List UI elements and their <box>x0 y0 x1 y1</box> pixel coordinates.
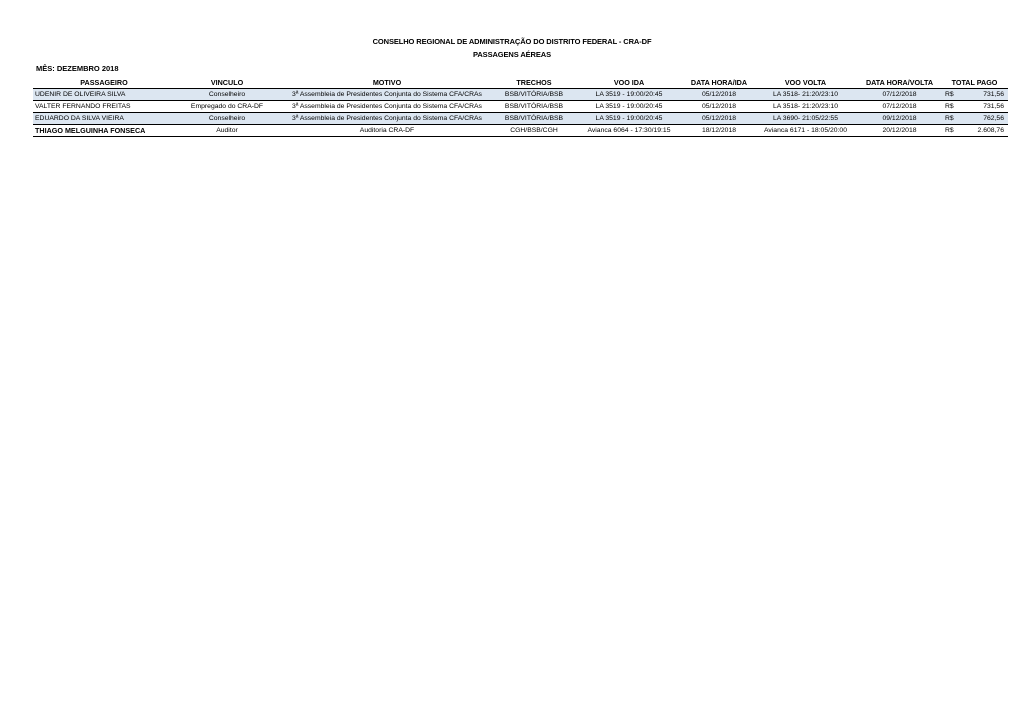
cell-data-volta: 09/12/2018 <box>858 113 941 125</box>
cell-passageiro: EDUARDO DA SILVA VIEIRA <box>33 113 175 125</box>
currency-symbol: R$ <box>945 103 954 110</box>
header-data-hora-ida: DATA HORA/IDA <box>685 77 753 89</box>
table-row <box>33 89 1008 101</box>
cell-data-volta: 07/12/2018 <box>858 89 941 101</box>
month-label: MÊS: DEZEMBRO 2018 <box>36 64 119 73</box>
cell-vinculo: Conselheiro <box>175 113 279 125</box>
table-row <box>33 125 1008 137</box>
cell-data-volta: 07/12/2018 <box>858 101 941 113</box>
cell-motivo: 3ª Assembleia de Presidentes Conjunta do Sistema CFA/CRAs <box>279 113 495 125</box>
cell-data-ida: 05/12/2018 <box>685 89 753 101</box>
cell-data-volta: 20/12/2018 <box>858 125 941 137</box>
header-total-pago: TOTAL PAGO <box>941 77 1008 89</box>
cell-voo-ida: LA 3519 - 19:00/20:45 <box>573 101 685 113</box>
document-title: CONSELHO REGIONAL DE ADMINISTRAÇÃO DO DISTRITO FEDERAL - CRA-DF <box>372 37 652 46</box>
cell-voo-volta: Avianca 6171 - 18:05/20:00 <box>753 125 858 137</box>
cell-passageiro: VALTER FERNANDO FREITAS <box>33 101 175 113</box>
cell-vinculo: Empregado do CRA-DF <box>175 101 279 113</box>
cell-total-pago <box>941 101 1008 113</box>
currency-symbol: R$ <box>945 115 954 122</box>
cell-total-pago <box>941 125 1008 137</box>
cell-data-ida: 05/12/2018 <box>685 101 753 113</box>
header-trechos: TRECHOS <box>495 77 573 89</box>
passagens-table <box>33 77 1008 137</box>
header-voo-volta: VOO VOLTA <box>753 77 858 89</box>
currency-symbol: R$ <box>945 91 954 98</box>
table-header-row <box>33 77 1008 89</box>
total-value: 2.608,76 <box>977 127 1004 134</box>
currency-symbol: R$ <box>945 127 954 134</box>
cell-vinculo: Conselheiro <box>175 89 279 101</box>
header-voo-ida: VOO IDA <box>573 77 685 89</box>
document-subtitle: PASSAGENS AÉREAS <box>473 50 551 59</box>
cell-trechos: BSB/VITÓRIA/BSB <box>495 89 573 101</box>
table-row <box>33 113 1008 125</box>
cell-total-pago <box>941 113 1008 125</box>
total-value: 731,56 <box>983 103 1004 110</box>
cell-trechos: BSB/VITÓRIA/BSB <box>495 101 573 113</box>
cell-trechos: CGH/BSB/CGH <box>495 125 573 137</box>
cell-passageiro: THIAGO MELGUINHA FONSECA <box>33 125 175 137</box>
header-vinculo: VINCULO <box>175 77 279 89</box>
total-value: 762,56 <box>983 115 1004 122</box>
cell-voo-ida: LA 3519 - 19:00/20:45 <box>573 89 685 101</box>
header-motivo: MOTIVO <box>279 77 495 89</box>
cell-motivo: 3ª Assembleia de Presidentes Conjunta do Sistema CFA/CRAs <box>279 101 495 113</box>
cell-voo-volta: LA 3518- 21:20/23:10 <box>753 101 858 113</box>
cell-passageiro: UDENIR DE OLIVEIRA SILVA <box>33 89 175 101</box>
table-row <box>33 101 1008 113</box>
cell-voo-volta: LA 3690- 21:05/22:55 <box>753 113 858 125</box>
cell-motivo: Auditoria CRA-DF <box>279 125 495 137</box>
cell-data-ida: 05/12/2018 <box>685 113 753 125</box>
cell-voo-ida: Avianca 6064 - 17:30/19:15 <box>573 125 685 137</box>
cell-data-ida: 18/12/2018 <box>685 125 753 137</box>
cell-motivo: 3ª Assembleia de Presidentes Conjunta do Sistema CFA/CRAs <box>279 89 495 101</box>
header-passageiro: PASSAGEIRO <box>33 77 175 89</box>
cell-voo-ida: LA 3519 - 19:00/20:45 <box>573 113 685 125</box>
cell-vinculo: Auditor <box>175 125 279 137</box>
cell-voo-volta: LA 3518- 21:20/23:10 <box>753 89 858 101</box>
cell-total-pago <box>941 89 1008 101</box>
header-data-hora-volta: DATA HORA/VOLTA <box>858 77 941 89</box>
cell-trechos: BSB/VITÓRIA/BSB <box>495 113 573 125</box>
total-value: 731,56 <box>983 91 1004 98</box>
